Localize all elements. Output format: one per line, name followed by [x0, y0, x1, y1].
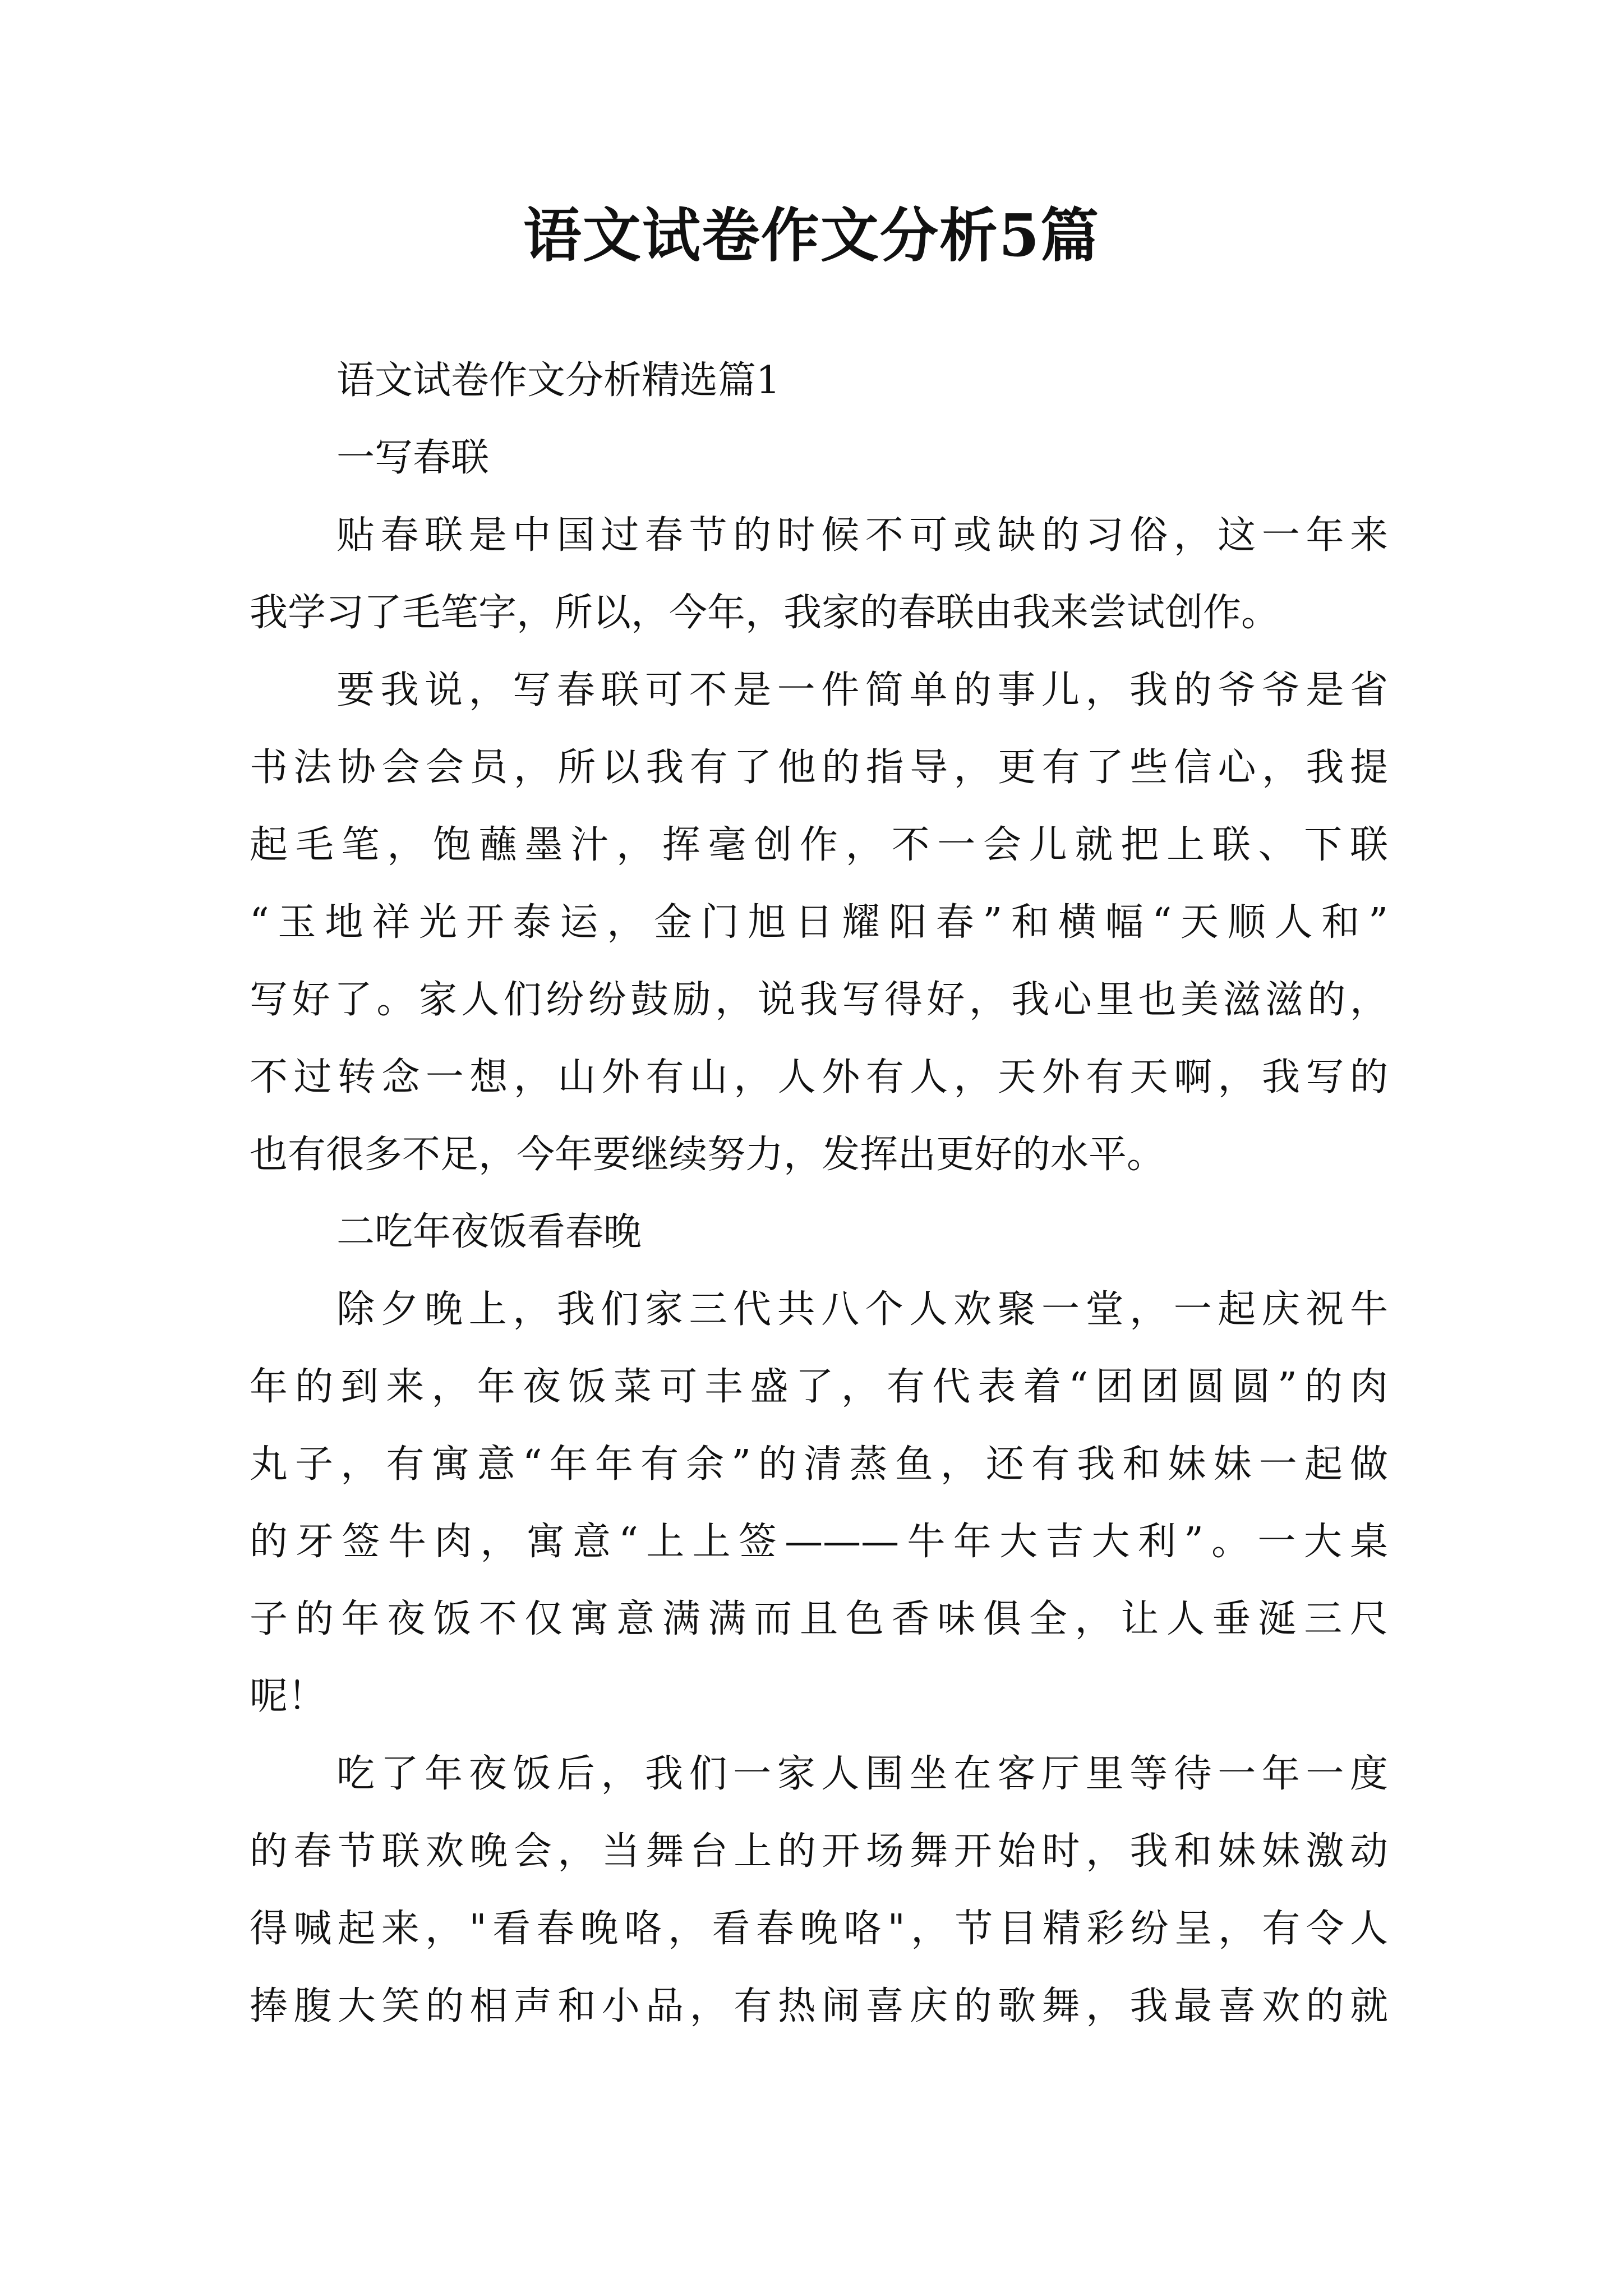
text-line: 书法协会会员，所以我有了他的指导，更有了些信心，我提 — [250, 746, 1388, 790]
text-line: 的春节联欢晚会，当舞台上的开场舞开始时，我和妹妹激动 — [250, 1829, 1388, 1874]
text-line: 年的到来，年夜饭菜可丰盛了，有代表着“团团圆圆”的肉 — [250, 1365, 1388, 1409]
text-line: 二吃年夜饭看春晚 — [336, 1210, 642, 1254]
text-line: 捧腹大笑的相声和小品，有热闹喜庆的歌舞，我最喜欢的就 — [250, 1984, 1388, 2028]
document-title: 语文试卷作文分析5篇 — [523, 201, 1100, 270]
text-line: 吃了年夜饭后，我们一家人围坐在客厅里等待一年一度 — [336, 1752, 1388, 1796]
text-line: 写好了。家人们纷纷鼓励，说我写得好，我心里也美滋滋的， — [250, 978, 1388, 1022]
text-line: 除夕晚上，我们家三代共八个人欢聚一堂，一起庆祝牛 — [336, 1287, 1388, 1332]
text-line: 不过转念一想，山外有山，人外有人，天外有天啊，我写的 — [250, 1055, 1388, 1099]
text-line: 子的年夜饭不仅寓意满满而且色香味俱全，让人垂涎三尺 — [250, 1597, 1388, 1641]
text-line: “玉地祥光开泰运，金门旭日耀阳春”和横幅“天顺人和” — [250, 900, 1388, 945]
text-line: 一写春联 — [336, 436, 490, 480]
text-line: 的牙签牛肉，寓意“上上签———牛年大吉大利”。一大桌 — [250, 1520, 1388, 1564]
text-line: 得喊起来，"看春晚咯，看春晚咯"，节目精彩纷呈，有令人 — [250, 1907, 1388, 1951]
text-line: 我学习了毛笔字，所以，今年，我家的春联由我来尝试创作。 — [250, 591, 1280, 635]
text-line: 丸子，有寓意“年年有余”的清蒸鱼，还有我和妹妹一起做 — [250, 1442, 1388, 1487]
text-line: 呢！ — [250, 1674, 326, 1719]
text-line: 起毛笔，饱蘸墨汁，挥毫创作，不一会儿就把上联、下联 — [250, 823, 1388, 867]
document-body — [250, 342, 1388, 2045]
text-line: 贴春联是中国过春节的时候不可或缺的习俗，这一年来 — [336, 513, 1388, 558]
text-line: 也有很多不足，今年要继续努力，发挥出更好的水平。 — [250, 1133, 1165, 1177]
text-line: 语文试卷作文分析精选篇1 — [336, 358, 781, 403]
text-line: 要我说，写春联可不是一件简单的事儿，我的爷爷是省 — [336, 668, 1388, 712]
